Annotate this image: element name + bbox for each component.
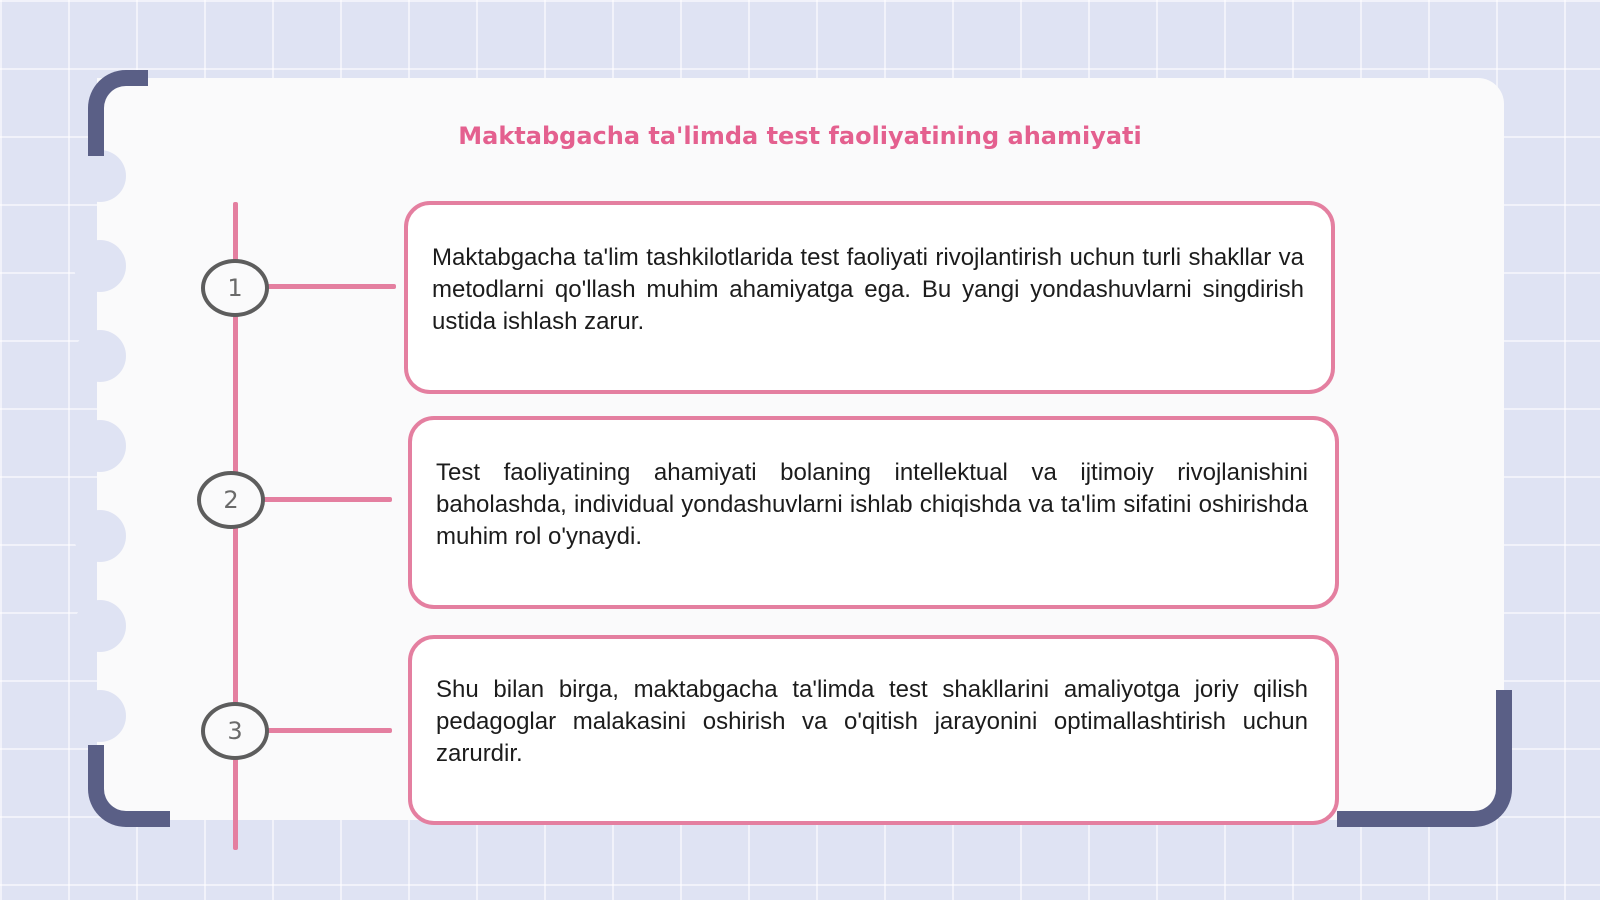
step-card <box>408 416 1339 609</box>
step-text: Maktabgacha ta'lim tashkilotlarida test faoliyati rivojlantirish uchun turli shakllar va metodlarni qo'llash muhim ahamiyatga ega. Bu yangi yondashuvlarni singdirish ustida ishlash zarur. <box>432 243 1304 335</box>
timeline-connector <box>266 728 392 733</box>
timeline-connector <box>262 497 392 502</box>
step-text: Shu bilan birga, maktabgacha ta'limda test shakllarini amaliyotga joriy qilish pedagoglar malakasini oshirish va o'qitish jarayonini optimallashtirish uchun zarurdir. <box>436 676 1308 767</box>
frame-corner-bottom-left <box>88 745 170 827</box>
scallop-edge <box>74 330 126 382</box>
step-number: 3 <box>227 717 243 745</box>
scallop-edge <box>74 420 126 472</box>
scallop-edge <box>74 600 126 652</box>
step-number-badge <box>201 702 269 760</box>
frame-corner-bottom-right <box>1337 690 1512 827</box>
step-card <box>408 635 1339 825</box>
step-number: 2 <box>223 486 239 514</box>
slide-title: Maktabgacha ta'limda test faoliyatining ahamiyati <box>458 122 1142 150</box>
step-card <box>404 201 1335 394</box>
step-number: 1 <box>227 274 243 302</box>
timeline-connector <box>266 284 396 289</box>
scallop-edge <box>74 510 126 562</box>
step-number-badge <box>201 259 269 317</box>
scallop-edge <box>74 240 126 292</box>
step-number-badge <box>197 471 265 529</box>
scallop-edge <box>74 690 126 742</box>
scallop-edge <box>74 150 126 202</box>
step-text: Test faoliyatining ahamiyati bolaning intellektual va ijtimoiy rivojlanishini baholashda, individual yondashuvlarni ishlab chiqishda va ta'lim sifatini oshirishda muhim rol o'ynaydi. <box>436 458 1308 550</box>
